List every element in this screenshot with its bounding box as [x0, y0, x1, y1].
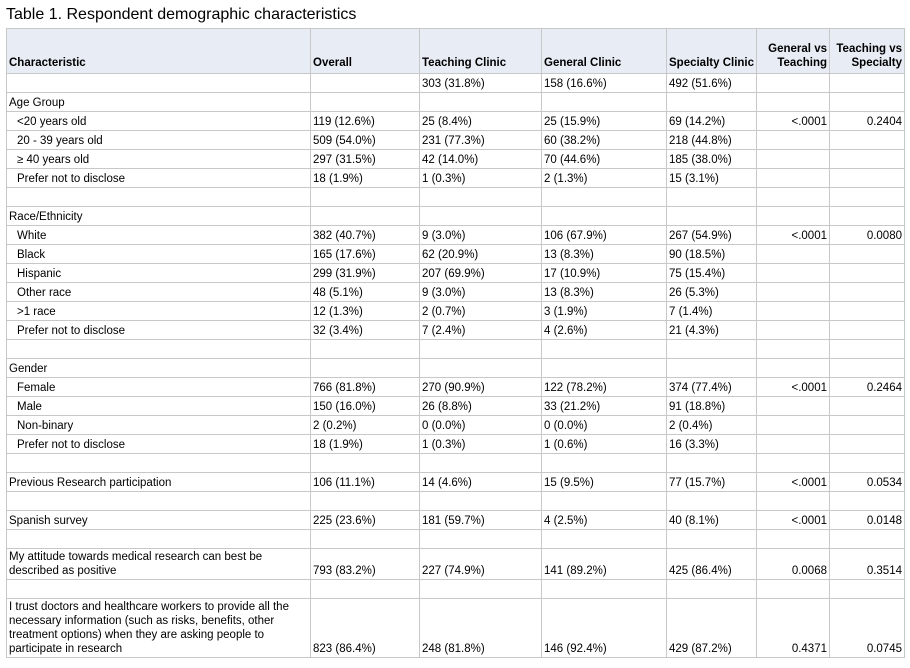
characteristic-cell: Hispanic — [7, 264, 311, 283]
value-cell — [667, 93, 757, 112]
value-cell: 2 (0.7%) — [420, 302, 542, 321]
p-value-cell — [757, 207, 830, 226]
empty-cell — [420, 340, 542, 359]
empty-cell — [830, 188, 905, 207]
value-cell: 91 (18.8%) — [667, 397, 757, 416]
empty-cell — [420, 188, 542, 207]
value-cell — [542, 359, 667, 378]
p-value-cell: 0.4371 — [757, 599, 830, 658]
column-header: Specialty Clinic — [667, 29, 757, 74]
empty-cell — [667, 530, 757, 549]
p-value-cell: <.0001 — [757, 511, 830, 530]
p-value-cell — [757, 131, 830, 150]
empty-cell — [7, 530, 311, 549]
characteristic-cell: Non-binary — [7, 416, 311, 435]
table-row — [7, 283, 905, 302]
value-cell: 4 (2.5%) — [542, 511, 667, 530]
empty-cell — [542, 188, 667, 207]
p-value-cell — [757, 283, 830, 302]
p-value-cell: 0.0148 — [830, 511, 905, 530]
value-cell: 793 (83.2%) — [311, 549, 420, 580]
table-row — [7, 302, 905, 321]
empty-cell — [420, 492, 542, 511]
value-cell: 2 (0.2%) — [311, 416, 420, 435]
p-value-cell — [757, 321, 830, 340]
p-value-cell — [757, 93, 830, 112]
empty-cell — [542, 580, 667, 599]
value-cell: 32 (3.4%) — [311, 321, 420, 340]
p-value-cell — [757, 435, 830, 454]
p-value-cell — [757, 359, 830, 378]
value-cell: 766 (81.8%) — [311, 378, 420, 397]
p-value-cell — [757, 264, 830, 283]
characteristic-cell: 20 - 39 years old — [7, 131, 311, 150]
value-cell: 185 (38.0%) — [667, 150, 757, 169]
value-cell — [667, 359, 757, 378]
empty-cell — [667, 340, 757, 359]
value-cell: 60 (38.2%) — [542, 131, 667, 150]
value-cell: 429 (87.2%) — [667, 599, 757, 658]
empty-cell — [757, 530, 830, 549]
empty-cell — [830, 492, 905, 511]
characteristic-cell: Male — [7, 397, 311, 416]
value-cell: 9 (3.0%) — [420, 283, 542, 302]
value-cell: 21 (4.3%) — [667, 321, 757, 340]
value-cell: 13 (8.3%) — [542, 245, 667, 264]
characteristic-cell: Prefer not to disclose — [7, 435, 311, 454]
empty-cell — [667, 188, 757, 207]
value-cell: 13 (8.3%) — [542, 283, 667, 302]
value-cell: 823 (86.4%) — [311, 599, 420, 658]
value-cell: 48 (5.1%) — [311, 283, 420, 302]
p-value-cell — [830, 245, 905, 264]
characteristic-cell: My attitude towards medical research can best be described as positive — [7, 549, 311, 580]
empty-cell — [542, 492, 667, 511]
value-cell: 1 (0.6%) — [542, 435, 667, 454]
characteristic-cell: I trust doctors and healthcare workers to provide all the necessary information (such as risks, benefits, other treatment options) when they are asking people to participate in research — [7, 599, 311, 658]
p-value-cell — [830, 302, 905, 321]
value-cell: 106 (11.1%) — [311, 473, 420, 492]
column-header: Teaching Clinic — [420, 29, 542, 74]
value-cell: 0 (0.0%) — [420, 416, 542, 435]
value-cell — [542, 207, 667, 226]
empty-cell — [311, 530, 420, 549]
characteristic-cell: Age Group — [7, 93, 311, 112]
value-cell: 207 (69.9%) — [420, 264, 542, 283]
table-row — [7, 74, 905, 93]
characteristic-cell: Gender — [7, 359, 311, 378]
value-cell — [420, 207, 542, 226]
empty-cell — [311, 188, 420, 207]
value-cell: 181 (59.7%) — [420, 511, 542, 530]
value-cell: 12 (1.3%) — [311, 302, 420, 321]
empty-cell — [311, 492, 420, 511]
column-header: General vs Teaching — [757, 29, 830, 74]
p-value-cell — [757, 397, 830, 416]
table-row — [7, 473, 905, 492]
value-cell: 26 (8.8%) — [420, 397, 542, 416]
value-cell — [542, 93, 667, 112]
value-cell: 77 (15.7%) — [667, 473, 757, 492]
empty-cell — [7, 580, 311, 599]
value-cell: 33 (21.2%) — [542, 397, 667, 416]
value-cell — [420, 93, 542, 112]
empty-cell — [311, 340, 420, 359]
p-value-cell — [830, 93, 905, 112]
value-cell: 18 (1.9%) — [311, 169, 420, 188]
value-cell: 122 (78.2%) — [542, 378, 667, 397]
table-row — [7, 264, 905, 283]
value-cell: 9 (3.0%) — [420, 226, 542, 245]
column-header: General Clinic — [542, 29, 667, 74]
empty-cell — [667, 580, 757, 599]
value-cell — [311, 207, 420, 226]
value-cell: 4 (2.6%) — [542, 321, 667, 340]
value-cell: 25 (8.4%) — [420, 112, 542, 131]
empty-cell — [757, 188, 830, 207]
value-cell: 165 (17.6%) — [311, 245, 420, 264]
p-value-cell: 0.2464 — [830, 378, 905, 397]
table-row — [7, 378, 905, 397]
p-value-cell — [830, 150, 905, 169]
p-value-cell — [830, 397, 905, 416]
p-value-cell: <.0001 — [757, 378, 830, 397]
empty-cell — [830, 530, 905, 549]
table-row — [7, 511, 905, 530]
value-cell: 69 (14.2%) — [667, 112, 757, 131]
empty-cell — [311, 580, 420, 599]
p-value-cell — [830, 74, 905, 93]
value-cell: 225 (23.6%) — [311, 511, 420, 530]
value-cell: 0 (0.0%) — [542, 416, 667, 435]
table-row — [7, 226, 905, 245]
characteristic-cell: Other race — [7, 283, 311, 302]
table-row — [7, 397, 905, 416]
table-row — [7, 207, 905, 226]
p-value-cell — [830, 435, 905, 454]
value-cell — [311, 93, 420, 112]
spacer-row — [7, 530, 905, 549]
value-cell: 25 (15.9%) — [542, 112, 667, 131]
empty-cell — [757, 492, 830, 511]
value-cell: 146 (92.4%) — [542, 599, 667, 658]
table-row — [7, 169, 905, 188]
characteristic-cell: Female — [7, 378, 311, 397]
table-row — [7, 549, 905, 580]
empty-cell — [7, 340, 311, 359]
p-value-cell — [757, 169, 830, 188]
value-cell: 150 (16.0%) — [311, 397, 420, 416]
demographics-table — [6, 28, 905, 658]
spacer-row — [7, 580, 905, 599]
value-cell: 158 (16.6%) — [542, 74, 667, 93]
table-row — [7, 112, 905, 131]
value-cell: 62 (20.9%) — [420, 245, 542, 264]
value-cell: 231 (77.3%) — [420, 131, 542, 150]
table-row — [7, 435, 905, 454]
characteristic-cell: White — [7, 226, 311, 245]
value-cell: 16 (3.3%) — [667, 435, 757, 454]
value-cell: 2 (0.4%) — [667, 416, 757, 435]
value-cell: 227 (74.9%) — [420, 549, 542, 580]
p-value-cell: 0.3514 — [830, 549, 905, 580]
p-value-cell — [830, 359, 905, 378]
spacer-row — [7, 340, 905, 359]
value-cell: 15 (9.5%) — [542, 473, 667, 492]
value-cell: 218 (44.8%) — [667, 131, 757, 150]
value-cell — [311, 359, 420, 378]
p-value-cell: 0.0080 — [830, 226, 905, 245]
value-cell: 1 (0.3%) — [420, 169, 542, 188]
value-cell: 382 (40.7%) — [311, 226, 420, 245]
empty-cell — [7, 188, 311, 207]
spacer-row — [7, 492, 905, 511]
value-cell: 18 (1.9%) — [311, 435, 420, 454]
value-cell — [420, 359, 542, 378]
value-cell: 297 (31.5%) — [311, 150, 420, 169]
p-value-cell — [757, 302, 830, 321]
table-row — [7, 245, 905, 264]
p-value-cell: 0.0745 — [830, 599, 905, 658]
column-header: Teaching vs Specialty — [830, 29, 905, 74]
spacer-row — [7, 188, 905, 207]
value-cell: 299 (31.9%) — [311, 264, 420, 283]
p-value-cell — [830, 283, 905, 302]
empty-cell — [667, 492, 757, 511]
characteristic-cell: Race/Ethnicity — [7, 207, 311, 226]
p-value-cell: <.0001 — [757, 112, 830, 131]
characteristic-cell: <20 years old — [7, 112, 311, 131]
value-cell: 75 (15.4%) — [667, 264, 757, 283]
empty-cell — [542, 340, 667, 359]
value-cell: 509 (54.0%) — [311, 131, 420, 150]
value-cell: 303 (31.8%) — [420, 74, 542, 93]
table-row — [7, 131, 905, 150]
empty-cell — [830, 580, 905, 599]
characteristic-cell: ≥ 40 years old — [7, 150, 311, 169]
value-cell: 425 (86.4%) — [667, 549, 757, 580]
p-value-cell — [830, 321, 905, 340]
value-cell: 374 (77.4%) — [667, 378, 757, 397]
value-cell: 248 (81.8%) — [420, 599, 542, 658]
value-cell: 17 (10.9%) — [542, 264, 667, 283]
empty-cell — [420, 580, 542, 599]
value-cell: 7 (2.4%) — [420, 321, 542, 340]
table-row — [7, 416, 905, 435]
table-row — [7, 599, 905, 658]
characteristic-cell: Spanish survey — [7, 511, 311, 530]
table-row — [7, 93, 905, 112]
characteristic-cell — [7, 74, 311, 93]
characteristic-cell: >1 race — [7, 302, 311, 321]
header-row — [7, 29, 905, 74]
p-value-cell — [830, 169, 905, 188]
empty-cell — [420, 454, 542, 473]
value-cell: 26 (5.3%) — [667, 283, 757, 302]
value-cell: 40 (8.1%) — [667, 511, 757, 530]
characteristic-cell: Black — [7, 245, 311, 264]
empty-cell — [7, 454, 311, 473]
empty-cell — [757, 580, 830, 599]
p-value-cell — [830, 207, 905, 226]
table-row — [7, 150, 905, 169]
empty-cell — [830, 340, 905, 359]
empty-cell — [311, 454, 420, 473]
table-body — [7, 74, 905, 658]
p-value-cell — [757, 245, 830, 264]
p-value-cell — [757, 150, 830, 169]
value-cell — [667, 207, 757, 226]
value-cell: 119 (12.6%) — [311, 112, 420, 131]
characteristic-cell: Previous Research participation — [7, 473, 311, 492]
table-caption: Table 1. Respondent demographic characteristics — [6, 6, 357, 23]
empty-cell — [420, 530, 542, 549]
value-cell: 90 (18.5%) — [667, 245, 757, 264]
empty-cell — [757, 454, 830, 473]
p-value-cell — [757, 416, 830, 435]
p-value-cell — [830, 264, 905, 283]
characteristic-cell: Prefer not to disclose — [7, 321, 311, 340]
value-cell: 7 (1.4%) — [667, 302, 757, 321]
empty-cell — [7, 492, 311, 511]
value-cell: 492 (51.6%) — [667, 74, 757, 93]
table-row — [7, 321, 905, 340]
value-cell: 270 (90.9%) — [420, 378, 542, 397]
column-header: Characteristic — [7, 29, 311, 74]
value-cell: 42 (14.0%) — [420, 150, 542, 169]
p-value-cell: <.0001 — [757, 226, 830, 245]
value-cell: 3 (1.9%) — [542, 302, 667, 321]
p-value-cell: 0.2404 — [830, 112, 905, 131]
value-cell: 14 (4.6%) — [420, 473, 542, 492]
value-cell: 1 (0.3%) — [420, 435, 542, 454]
empty-cell — [757, 340, 830, 359]
column-header: Overall — [311, 29, 420, 74]
value-cell — [311, 74, 420, 93]
p-value-cell: 0.0534 — [830, 473, 905, 492]
p-value-cell: <.0001 — [757, 473, 830, 492]
spacer-row — [7, 454, 905, 473]
value-cell: 15 (3.1%) — [667, 169, 757, 188]
empty-cell — [667, 454, 757, 473]
p-value-cell — [830, 416, 905, 435]
value-cell: 267 (54.9%) — [667, 226, 757, 245]
p-value-cell — [757, 74, 830, 93]
p-value-cell — [830, 131, 905, 150]
characteristic-cell: Prefer not to disclose — [7, 169, 311, 188]
empty-cell — [830, 454, 905, 473]
value-cell: 141 (89.2%) — [542, 549, 667, 580]
empty-cell — [542, 530, 667, 549]
value-cell: 70 (44.6%) — [542, 150, 667, 169]
table-row — [7, 359, 905, 378]
value-cell: 2 (1.3%) — [542, 169, 667, 188]
p-value-cell: 0.0068 — [757, 549, 830, 580]
empty-cell — [542, 454, 667, 473]
value-cell: 106 (67.9%) — [542, 226, 667, 245]
